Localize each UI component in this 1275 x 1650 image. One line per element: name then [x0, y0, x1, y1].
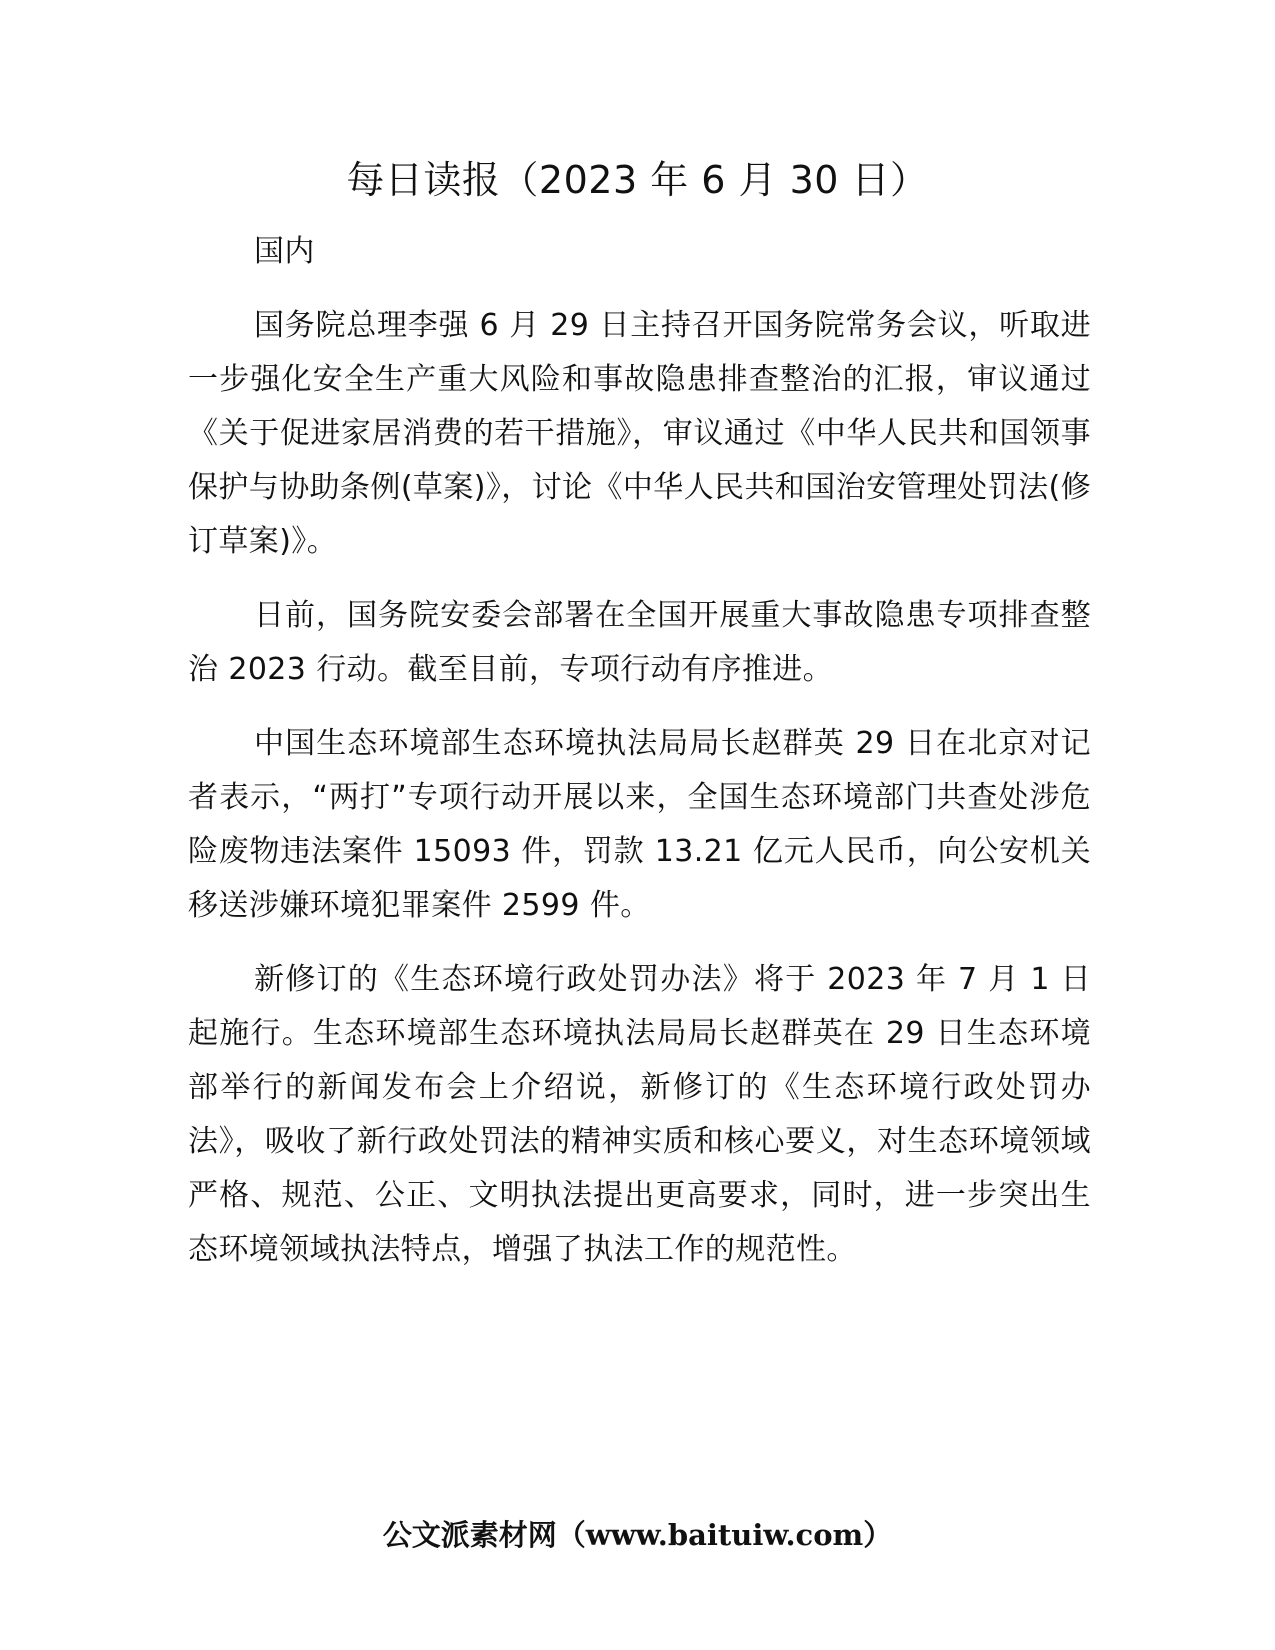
paragraph-hazardous-waste-enforcement: 中国生态环境部生态环境执法局局长赵群英 29 日在北京对记者表示，“两打”专项行动开展以来，全国生态环境部门共查处涉危险废物违法案件 15093 件，罚款 13.21 亿元人民币，向公安机关移送涉嫌环境犯罪案件 2599 件。 — [188, 726, 1091, 923]
paragraph-penalty-measures: 新修订的《生态环境行政处罚办法》将于 2023 年 7 月 1 日起施行。生态环境部生态环境执法局局长赵群英在 29 日生态环境部举行的新闻发布会上介绍说，新修订的《生态环境行政处罚办法》，吸收了新行政处罚法的精神实质和核心要义，对生态环境领域严格、规范、公正、文明执法提出更高要求，同时，进一步突出生态环境领域执法特点，增强了执法工作的规范性。 — [188, 962, 1091, 1267]
document-body — [188, 225, 1091, 1297]
paragraph-safety-campaign: 日前，国务院安委会部署在全国开展重大事故隐患专项排查整治 2023 行动。截至目前，专项行动有序推进。 — [188, 598, 1091, 687]
document-title: 每日读报（2023 年 6 月 30 日） — [346, 158, 929, 202]
section-heading: 国内 — [254, 234, 315, 269]
footer-source: 公文派素材网（www.baituiw.com） — [382, 1518, 893, 1552]
paragraph-state-council-meeting: 国务院总理李强 6 月 29 日主持召开国务院常务会议，听取进一步强化安全生产重大风险和事故隐患排查整治的汇报，审议通过《关于促进家居消费的若干措施》，审议通过《中华人民共和国领事保护与协助条例(草案)》，讨论《中华人民共和国治安管理处罚法(修订草案)》。 — [188, 308, 1091, 559]
